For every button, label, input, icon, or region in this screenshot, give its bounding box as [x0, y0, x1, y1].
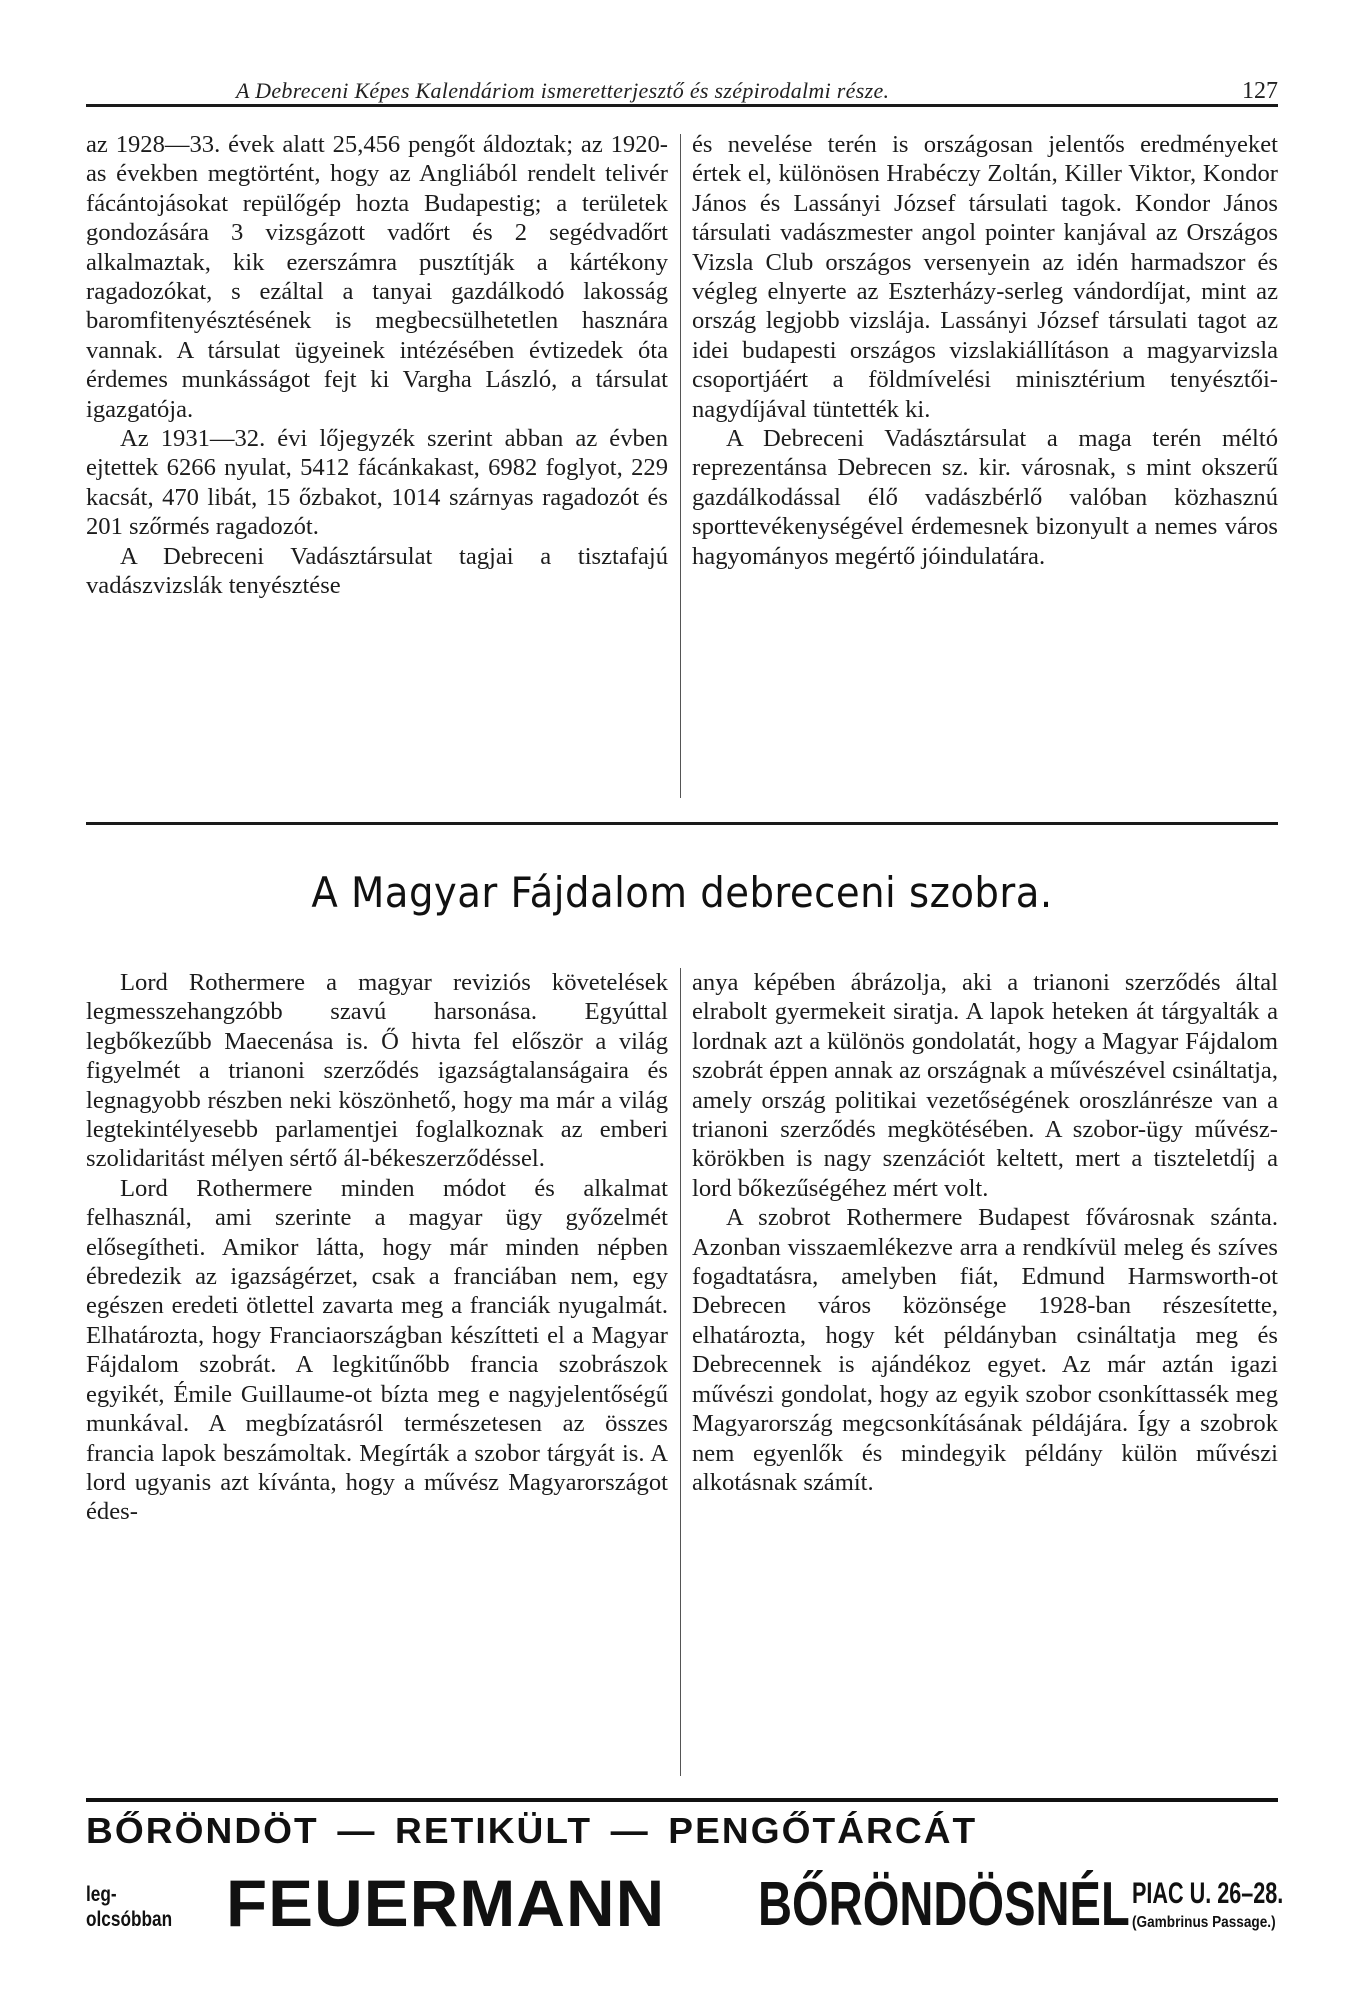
ad-separator: — — [337, 1810, 377, 1851]
paragraph: az 1928—33. évek alatt 25,456 pengőt áldoztak; az 1920-as években megtörtént, hogy az Angliából rendelt telivér fácántojásokat repülőgép hozta Budapestig; a területek gondozására 3 vizsgázott vadőrt és 2 segédvadőrt alkalmaztak, kik ezerszámra pusztítják a kártékony ragadozókat, s ezáltal a tanyai gazdálkodó lakosság baromfitenyésztésének is megbecsülhetetlen hasznára vannak. A társulat ügyeinek intézésében évtizedek óta érdemes munkásságot fejt ki Vargha László, a társulat igazgatója. — [86, 131, 668, 423]
ad-tagline-line: olcsóbban — [86, 1908, 173, 1931]
column-divider — [680, 968, 681, 1776]
paragraph: Lord Rothermere a magyar reviziós követelések legmesszehangzóbb szavú harsonása. Egyúttal legbőkezűbb Maecenása is. Ő hivta fel először a világ figyelmét a trianoni szerződés igazságtalanságaira és legnagyobb részben neki köszönhető, hogy ma már a világ legtekintélyesebb parlamentjei foglalkoznak az emberi szolidaritást mélyen sértő ál-békeszerződéssel. — [86, 969, 668, 1173]
paragraph: Az 1931—32. évi lőjegyzék szerint abban az évben ejtettek 6266 nyulat, 5412 fácánkakast, 6982 foglyot, 229 kacsát, 470 libát, 15 őzbakot, 1014 szárnyas ragadozót és 201 szőrmés ragadozót. — [86, 425, 668, 541]
paragraph: anya képében ábrázolja, aki a trianoni szerződés által elrabolt gyermekeit siratja. A lapok heteken át tárgyalták a lordnak azt a különös gondolatát, hogy a Magyar Fájdalom szobrát éppen annak az országnak a művészével csináltatja, amely ország politikai vezetőségének oroszlánrésze van a trianoni szerződés megkötésében. A szobor-ügy művész-körökben is nagy szenzációt keltett, mert a tiszteletdíj a lord bőkezűségéhez mért volt. — [692, 969, 1278, 1202]
ad-tagline — [86, 1882, 172, 1932]
ad-tagline-line: leg- — [86, 1883, 117, 1906]
ad-item: BŐRÖNDÖT — [86, 1810, 319, 1851]
section-divider — [86, 822, 1278, 825]
ad-brand-name: FEUERMANN — [226, 1866, 666, 1940]
header-rule — [86, 104, 1278, 107]
advertisement-rule — [86, 1798, 1278, 1802]
paragraph: A Debreceni Vadásztársulat tagjai a tisztafajú vadászvizslák tenyésztése — [86, 542, 668, 600]
advertisement-products — [86, 1810, 1314, 1852]
right-column — [692, 968, 1278, 1497]
paragraph: A szobrot Rothermere Budapest fővárosnak szánta. Azonban visszaemlékezve arra a rendkívül meleg és szíves fogadtatásra, amelyben fiát, Edmund Harmsworth-ot Debrecen város közönsége 1928-ban részesítette, elhatározta, hogy két példányban csináltatja meg és Debrecennek is ajándékoz egyet. Az már aztán igazi művészi gondolat, hogy az egyik szobor csonkíttassék meg Magyarország megcsonkításának példájára. Így a szobrok nem egyenlők és mindegyik példány külön művészi alkotásnak számít. — [692, 1204, 1278, 1496]
running-title: A Debreceni Képes Kalendáriom ismeretterjesztő és szépirodalmi része. — [236, 78, 890, 103]
hunting-society-section — [86, 130, 1278, 800]
paragraph: Lord Rothermere minden módot és alkalmat felhasznál, ami szerinte a magyar ügy győzelmét elősegítheti. Amikor látta, hogy már minden népben ébredezik az igazságérzet, csak a franciában nem, egy egészen eredeti ötlettel zavarta meg a franciák nyugalmát. Elhatározta, hogy Franciaországban készítteti el a Magyar Fájdalom szobrát. A legkitűnőbb francia szobrászok egyikét, Émile Guillaume-ot bízta meg e nagyjelentőségű munkával. A megbízatásról természetesen az összes francia lapok beszámoltak. Megírták a szobor tárgyát is. A lord ugyanis azt kívánta, hogy a művész Magyarországot édes- — [86, 1174, 668, 1526]
paragraph: és nevelése terén is országosan jelentős eredményeket értek el, különösen Hrabéczy Zoltán, Killer Viktor, Kondor János és Lassányi József társulati tagok. Kondor János társulati vadászmester angol pointer kanjával az Országos Vizsla Club országos versenyein az idén harmadszor és végleg elnyerte az Eszterházy-serleg vándordíjat, mint az ország legjobb vizslája. Lassányi József társulati tagot az idei budapesti országos vizslakiállításon a magyarvizsla csoportjáért a földmívelési minisztérium tenyésztői-nagydíjával tüntették ki. — [692, 131, 1278, 423]
running-header — [86, 78, 1278, 122]
ad-passage: (Gambrinus Passage.) — [1132, 1914, 1276, 1931]
right-column — [692, 130, 1278, 571]
article-title: A Magyar Fájdalom debreceni szobra. — [311, 868, 1053, 917]
left-column — [86, 968, 668, 1527]
document-page — [86, 0, 1284, 2000]
left-column — [86, 130, 668, 601]
paragraph: A Debreceni Vadásztársulat a maga terén méltó reprezentánsa Debrecen sz. kir. városnak, s mint okszerű gazdálkodással élő vadászbérlő valóban közhasznú sporttevékenységével érdemesnek bizonyult a nemes város hagyományos megértő jóindulatára. — [692, 425, 1278, 570]
ad-separator: — — [610, 1810, 650, 1851]
ad-shop-type: BŐRÖNDÖSNÉL — [758, 1870, 1130, 1939]
advertisement-shop — [86, 1866, 1284, 1954]
article-body — [86, 968, 1278, 1778]
column-divider — [680, 134, 681, 798]
page-number: 127 — [1242, 78, 1278, 104]
ad-item: RETIKÜLT — [395, 1810, 593, 1851]
ad-address: PIAC U. 26–28. — [1132, 1877, 1284, 1910]
ad-item: PENGŐTÁRCÁT — [668, 1810, 978, 1851]
